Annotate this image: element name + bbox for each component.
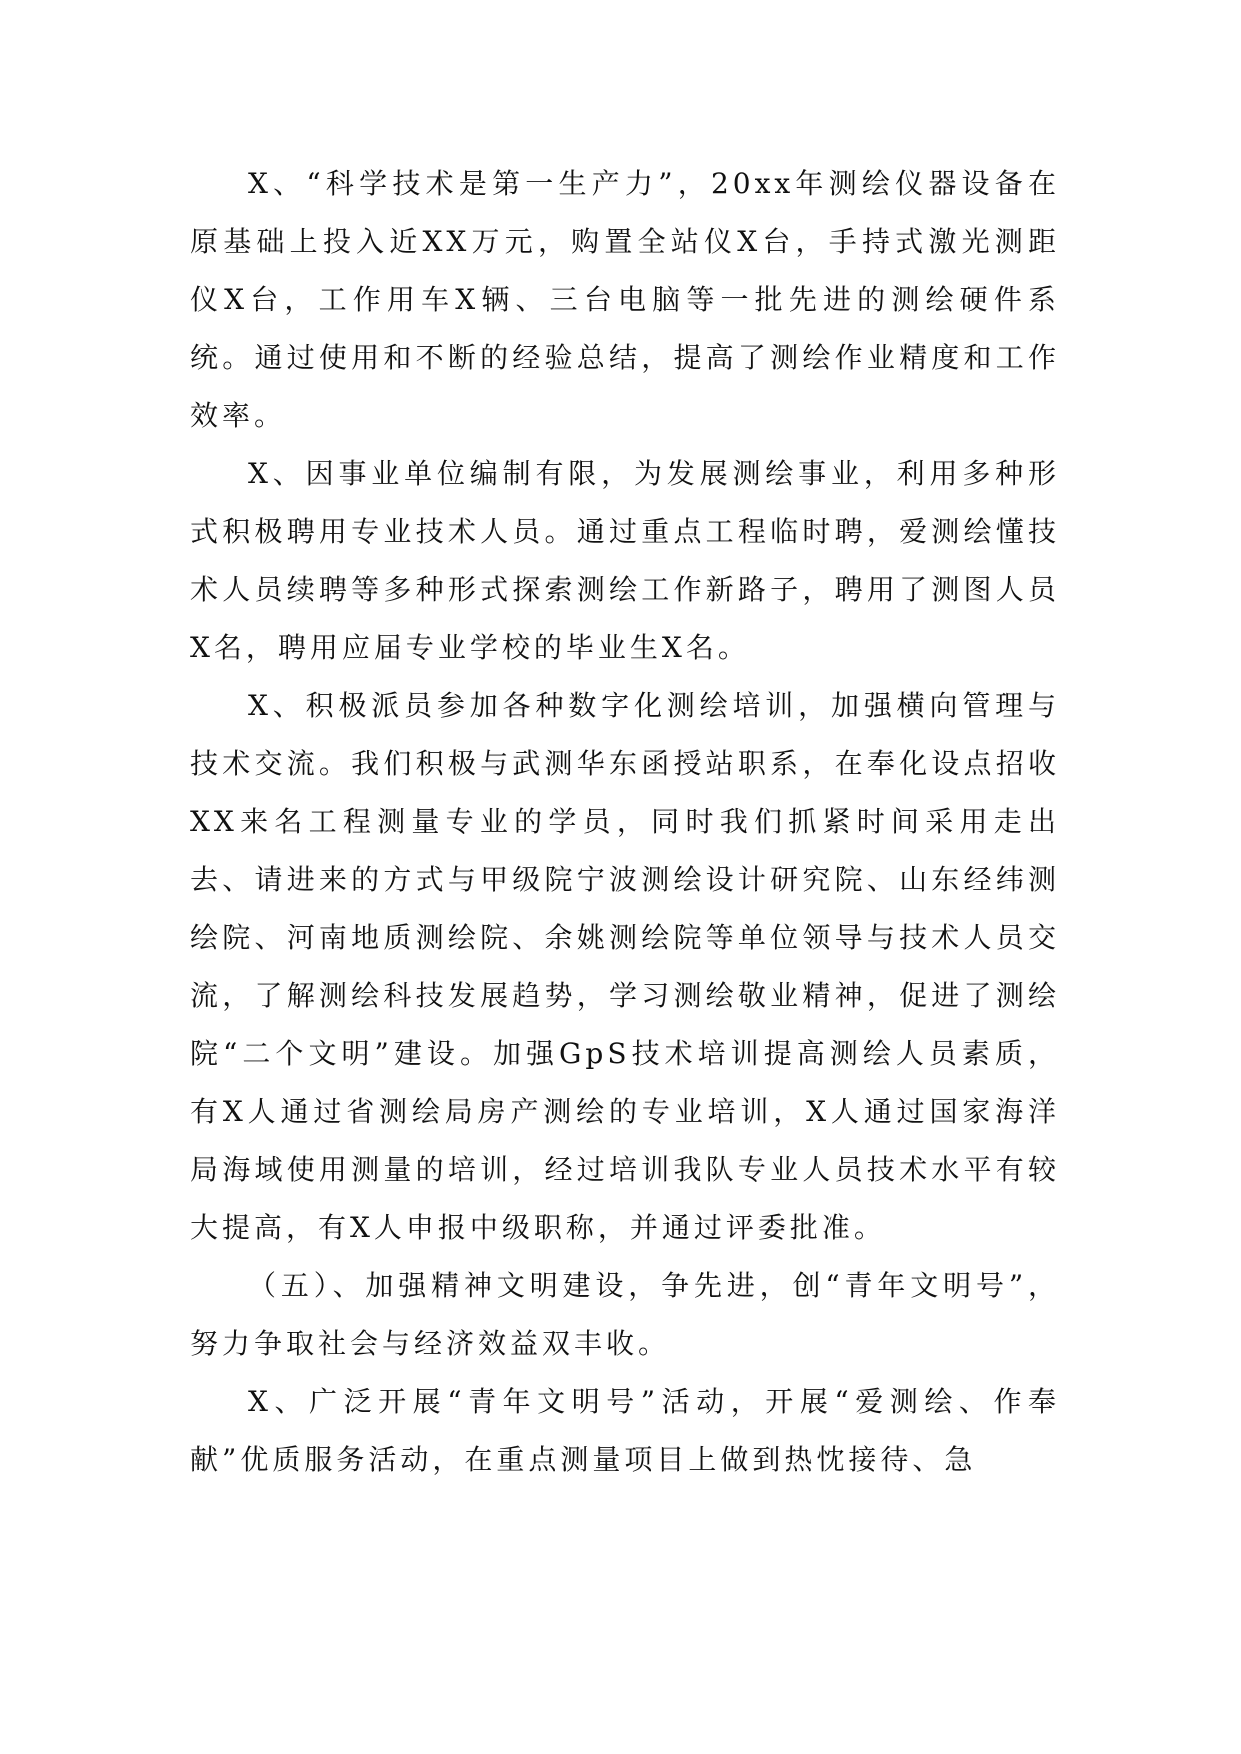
document-body: [190, 155, 1060, 1489]
paragraph-section-five-heading: （五）、加强精神文明建设，争先进，创“青年文明号”，努力争取社会与经济效益双丰收。: [190, 1269, 1060, 1360]
paragraph-technical-training: X、积极派员参加各种数字化测绘培训，加强横向管理与技术交流。我们积极与武测华东函授站职系，在奉化设点招收XX来名工程测量专业的学员，同时我们抓紧时间采用走出去、请进来的方式与甲级院宁波测绘设计研究院、山东经纬测绘院、河南地质测绘院、余姚测绘院等单位领导与技术人员交流，了解测绘科技发展趋势，学习测绘敬业精神，促进了测绘院“二个文明”建设。加强GpS技术培训提高测绘人员素质，有X人通过省测绘局房产测绘的专业培训，X人通过国家海洋局海域使用测量的培训，经过培训我队专业人员技术水平有较大提高，有X人申报中级职称，并通过评委批准。: [190, 689, 1060, 1244]
paragraph-youth-civilization-activity: X、广泛开展“青年文明号”活动，开展“爱测绘、作奉献”优质服务活动，在重点测量项目上做到热忱接待、急: [190, 1385, 1060, 1476]
paragraph-staff-recruitment: X、因事业单位编制有限，为发展测绘事业，利用多种形式积极聘用专业技术人员。通过重点工程临时聘，爱测绘懂技术人员续聘等多种形式探索测绘工作新路子，聘用了测图人员X名，聘用应届专业学校的毕业生X名。: [190, 457, 1060, 664]
paragraph-equipment-investment: X、“科学技术是第一生产力”，20xx年测绘仪器设备在原基础上投入近XX万元，购置全站仪X台，手持式激光测距仪X台，工作用车X辆、三台电脑等一批先进的测绘硬件系统。通过使用和不断的经验总结，提高了测绘作业精度和工作效率。: [190, 167, 1060, 432]
